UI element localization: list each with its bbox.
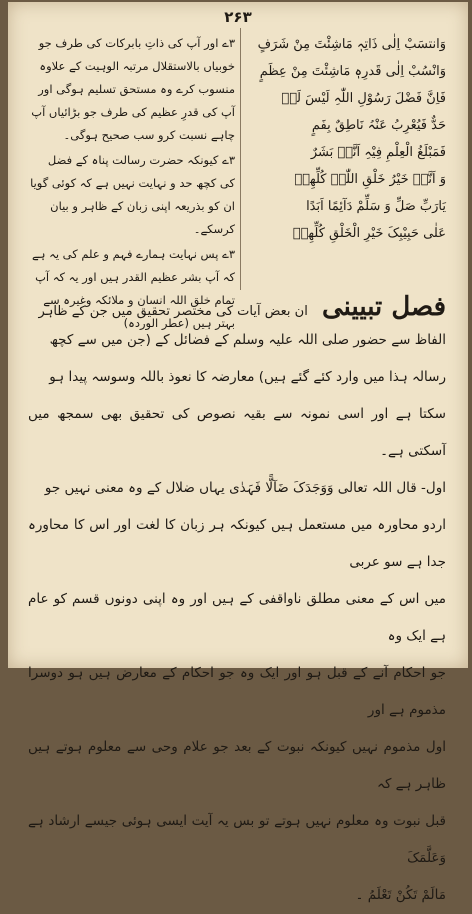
poem-line: حَدٌّ فَیُعْرِبُ عَنْہُ نَاطِقٌ بِفَمٍ	[311, 118, 446, 133]
section-heading	[30, 294, 446, 325]
translation-column	[30, 32, 235, 337]
page-number: ۲۶۳	[224, 8, 252, 26]
body-line: میں اس کے معنی مطلق ناواقفی کے ہیں اور وہ اپنی دونوں قسم کو عام ہے ایک وہ	[28, 591, 446, 644]
poem-line: وَ اَنَّہٗ خَیْرُ خَلْقِ اللّٰہِ کُلِّھِمٖ	[294, 172, 446, 187]
section-intro: ان بعض آیات کی مختصر تحقیق میں جن کے ظاہر	[38, 304, 308, 319]
column-divider	[240, 28, 241, 290]
section-title: فصل تبیینی	[321, 292, 446, 322]
translation-note: ۳ے کیونکہ حضرت رسالت پناہ کے فضل کی کچھ حد و نہایت نہیں ہے کہ کوئی گویا ان کو بذریعہ اپنی زبان کے ظاہر و بیان کرسکے۔	[30, 153, 235, 236]
poem-line: فَمَبْلَغُ الْعِلْمِ فِیْہِ اَنَّہٗ بَشَرٌ	[310, 145, 446, 160]
poem-line: وَانتسَبْ اِلٰی ذَاتِہٖ مَاشِئْتَ مِنْ شَرَفٍ	[257, 37, 446, 52]
poem-line: فَاِنَّ فَضْلَ رَسُوْلِ اللّٰہِ لَیْسَ لَہٗ	[281, 91, 446, 106]
body-line: جو احکام آنے کے قبل ہو اور ایک وہ جو احکام کے معارض ہیں ہو دوسرا مذموم ہے اور	[28, 665, 446, 718]
arabic-poem-column	[246, 32, 446, 248]
body-line: اول مذموم نہیں کیونکہ نبوت کے بعد جو علام وحی سے معلوم ہوتے ہیں ظاہر ہے کہ	[28, 739, 446, 792]
book-page	[8, 2, 468, 903]
body-line: رسالہ ہذا میں وارد کئے گئے ہیں) معارضہ کا نعوذ باللہ وسوسہ پیدا ہو	[49, 369, 446, 385]
body-line: مَالَمْ تَکُنْ تَعْلَمُ ۔	[355, 887, 446, 903]
poem-line: وَانْسُبْ اِلٰی قَدرِہٖ مَاشِئْتَ مِنْ عِظَمٍ	[259, 64, 446, 79]
body-line: الفاظ سے حضور صلی اللہ علیہ وسلم کے فضائل کے (جن میں سے کچھ	[49, 332, 446, 348]
poem-line: عَلٰی حَبِیْبِکَ خَیْرِ الْخَلْقِ کُلِّھِمٖ	[292, 226, 446, 241]
body-line: سکتا ہے اور اسی نمونہ سے بقیہ نصوص کی تحقیق بھی سمجھ میں آسکتی ہے۔	[28, 406, 446, 459]
body-line: اول- قال اللہ تعالی وَوَجَدَکَ ضَآلًّا فَہَدٰی یہاں ضلال کے وہ معنی نہیں جو	[44, 480, 446, 496]
body-line: قبل نبوت وہ معلوم نہیں ہوتے تو بس یہ آیت ایسی ہوئی جیسے ارشاد ہے وَعَلَّمَکَ	[28, 813, 446, 866]
translation-note: ۳ے پس نہایت ہمارے فہم و علم کی یہ ہے کہ آپ بشر عظیم القدر ہیں اور یہ کہ آپ تمام خلق اللہ انسان و ملائکہ وغیرہ سے بہتر ہیں (عطر الوردہ)	[31, 247, 235, 330]
body-line: اردو محاورہ میں مستعمل ہیں کیونکہ ہر زبان کا لغت اور اس کا محاورہ جدا ہے سو عربی	[28, 517, 446, 570]
body-text	[28, 322, 446, 914]
translation-note: ۳ے اور آپ کی ذاتِ بابرکات کی طرف جو خوبیاں بالاستقلال مرتبہ الوہیت کے علاوہ منسوب کرے وہ مستحق تسلیم ہوگی اور آپ کی قدرِ عظیم کی طرف جو بڑائیاں آپ چاہے نسبت کرو سب صحیح ہوگی۔	[31, 36, 235, 142]
poem-line: یَارَبِّ صَلِّ وَ سَلِّمْ دَآئِمًا اَبَدًا	[306, 199, 446, 214]
